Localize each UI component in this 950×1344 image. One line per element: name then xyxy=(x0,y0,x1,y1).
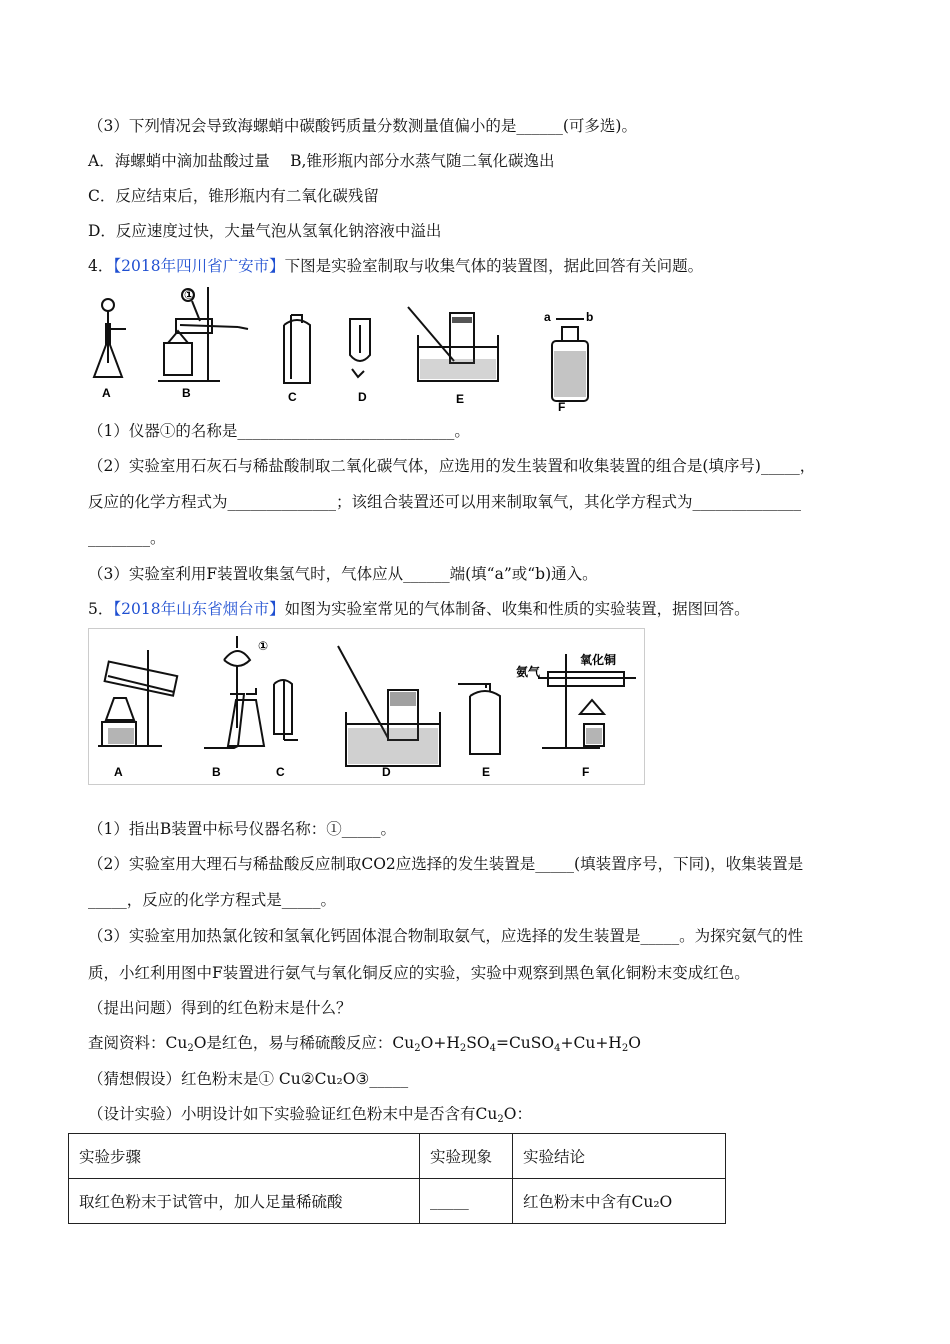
q5-number: 5． xyxy=(88,600,114,618)
table-row xyxy=(69,1179,726,1224)
ref-text-4: SO xyxy=(466,1034,490,1052)
q5-marker-1: ① xyxy=(258,639,269,653)
table-header-row xyxy=(69,1134,726,1179)
ref-sub-2: 2 xyxy=(414,1043,421,1054)
ref-text-5: =CuSO xyxy=(495,1034,555,1052)
q4-port-b: b xyxy=(586,310,594,324)
q5-label-f: F xyxy=(582,765,590,779)
q5-label-a: A xyxy=(114,765,123,779)
q5-part1: （1）指出B装置中标号仪器名称：①_____。 xyxy=(88,820,397,838)
q5-label-c: C xyxy=(276,765,285,779)
header-phenomenon: 实验现象 xyxy=(420,1134,513,1179)
ref-sub-3: 2 xyxy=(459,1043,467,1054)
q4-source: 【2018年四川省广安市】 xyxy=(113,257,285,275)
cell-step: 取红色粉末于试管中，加人足量稀硫酸 xyxy=(69,1179,420,1224)
header-step: 实验步骤 xyxy=(69,1134,420,1179)
q3-stem: （3）下列情况会导致海螺蛸中碳酸钙质量分数测量值偏小的是______(可多选)。 xyxy=(88,117,637,135)
ref-text-1: 查阅资料：Cu xyxy=(88,1034,188,1052)
q3-option-d: D．反应速度过快，大量气泡从氢氧化钠溶液中溢出 xyxy=(88,222,442,240)
design-sub: 2 xyxy=(497,1114,504,1125)
q5-reference xyxy=(88,1032,641,1060)
design-text-2: O： xyxy=(503,1105,532,1123)
q4-port-a: a xyxy=(544,310,551,324)
ref-text-6: +Cu+H xyxy=(560,1034,622,1052)
q4-label-f: F xyxy=(558,400,566,414)
q4-apparatus-figure xyxy=(88,285,608,415)
header-conclusion: 实验结论 xyxy=(513,1134,726,1179)
q4-label-a: A xyxy=(102,386,111,400)
q5-part2-line2: _____，反应的化学方程式是_____。 xyxy=(88,891,337,909)
q4-label-b: B xyxy=(182,386,191,400)
q4-part2-line2: 反应的化学方程式为______________；该组合装置还可以用来制取氧气，其化学方程式为______________ xyxy=(88,493,802,511)
q5-heading xyxy=(88,598,750,620)
q5-label-b: B xyxy=(212,765,221,779)
q5-design xyxy=(88,1103,532,1131)
q4-label-c: C xyxy=(288,390,297,404)
experiment-table xyxy=(68,1133,726,1224)
q4-part2-line3: ________。 xyxy=(88,529,166,547)
q4-marker-1: ① xyxy=(184,288,195,302)
q5-copper-oxide-label: 氧化铜 xyxy=(580,653,617,667)
q4-heading xyxy=(88,255,703,277)
cell-conclusion: 红色粉末中含有Cu₂O xyxy=(513,1179,726,1224)
q5-hypothesis: （猜想假设）红色粉末是① Cu②Cu₂O③_____ xyxy=(88,1070,409,1088)
q5-part3-line2: 质，小红利用图中F装置进行氨气与氧化铜反应的实验，实验中观察到黑色氧化铜粉末变成红色。 xyxy=(88,964,750,982)
q5-part2-line1: （2）实验室用大理石与稀盐酸反应制取CO2应选择的发生装置是_____(填装置序号，下同)，收集装置是 xyxy=(88,855,804,873)
q5-apparatus-figure xyxy=(88,628,646,786)
q5-label-e: E xyxy=(482,765,491,779)
q5-question: （提出问题）得到的红色粉末是什么？ xyxy=(88,999,352,1017)
q5-stem: 如图为实验室常见的气体制备、收集和性质的实验装置，据图回答。 xyxy=(284,600,750,618)
q4-stem: 下图是实验室制取与收集气体的装置图，据此回答有关问题。 xyxy=(284,257,704,275)
q4-label-d: D xyxy=(358,390,367,404)
ref-sub-6: 2 xyxy=(621,1043,629,1054)
q4-part1: （1）仪器①的名称是____________________________。 xyxy=(88,422,470,440)
ref-text-3: O+H xyxy=(420,1034,460,1052)
ref-sub-1: 2 xyxy=(187,1043,194,1054)
q5-part3-line1: （3）实验室用加热氯化铵和氢氧化钙固体混合物制取氨气，应选择的发生装置是_____。为探究氨气的性 xyxy=(88,927,804,945)
q4-label-e: E xyxy=(456,392,465,406)
q5-ammonia-label: 氨气 xyxy=(516,665,541,679)
ref-sub-4: 4 xyxy=(489,1043,496,1054)
cell-phenomenon: _____ xyxy=(420,1179,513,1224)
q4-number: 4． xyxy=(88,257,114,275)
q3-option-c: C．反应结束后，锥形瓶内有二氧化碳残留 xyxy=(88,187,379,205)
q5-label-d: D xyxy=(382,765,391,779)
q5-source: 【2018年山东省烟台市】 xyxy=(113,600,285,618)
q4-part2-line1: （2）实验室用石灰石与稀盐酸制取二氧化碳气体，应选用的发生装置和收集装置的组合是(填序号)_____， xyxy=(88,457,816,475)
q4-part3: （3）实验室利用F装置收集氢气时，气体应从______端(填“a”或“b)通入。 xyxy=(88,565,598,583)
ref-text-7: O xyxy=(628,1034,641,1052)
ref-sub-5: 4 xyxy=(554,1043,561,1054)
q3-option-a-b: A．海螺蛸中滴加盐酸过量 B,锥形瓶内部分水蒸气随二氧化碳逸出 xyxy=(88,152,555,170)
ref-text-2: O是红色，易与稀硫酸反应：Cu xyxy=(193,1034,415,1052)
design-text-1: （设计实验）小明设计如下实验验证红色粉末中是否含有Cu xyxy=(88,1105,498,1123)
